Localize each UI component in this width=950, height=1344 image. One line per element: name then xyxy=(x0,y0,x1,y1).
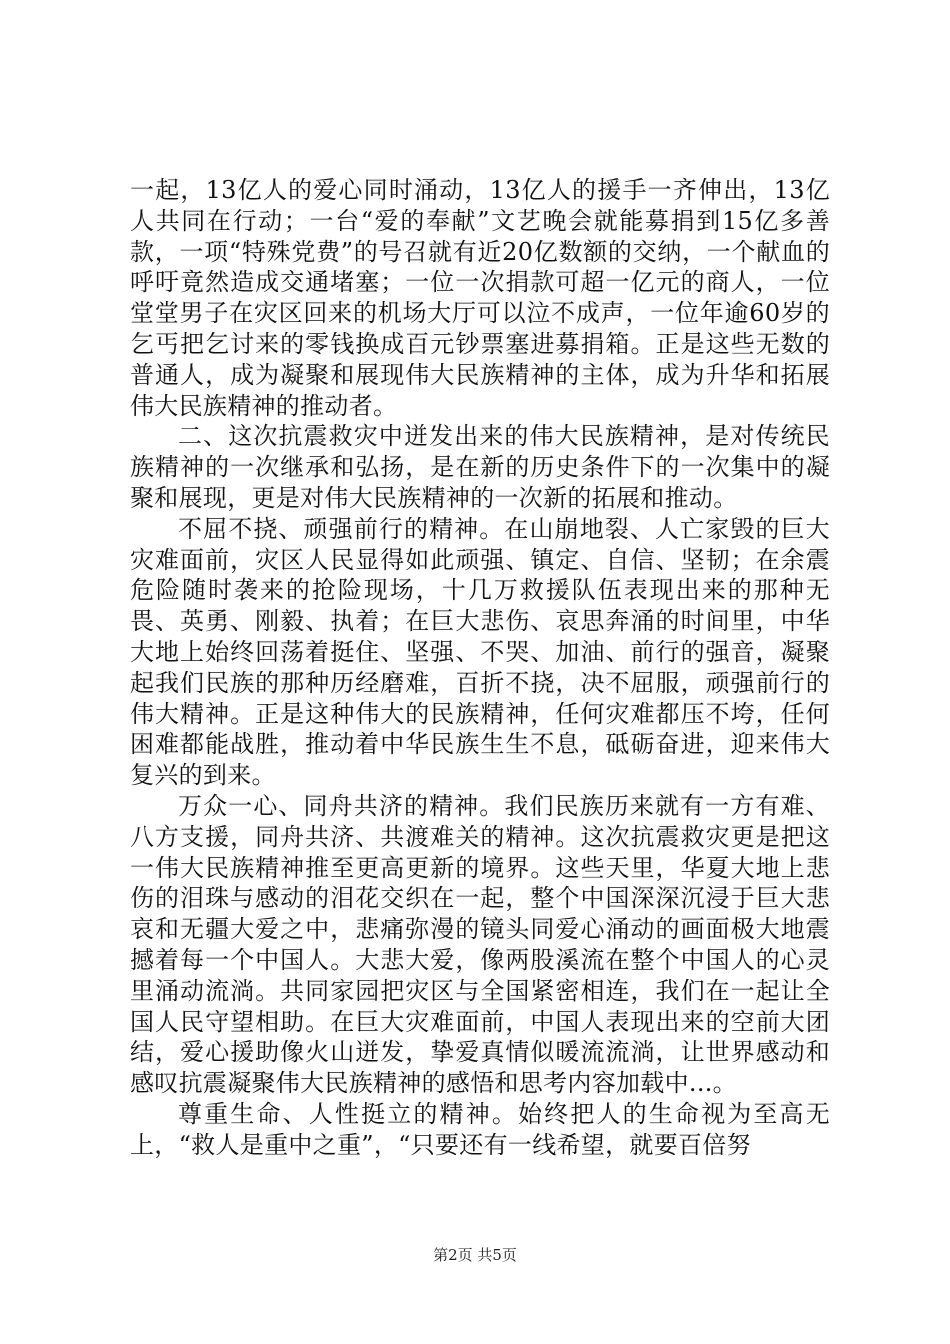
paragraph-1: 一起，13亿人的爱心同时涌动，13亿人的援手一齐伸出，13亿人共同在行动；一台“爱的奉献”文艺晚会就能募捐到15亿多善款，一项“特殊党费”的号召就有近20亿数额的交纳，一个献血的呼吁竟然造成交通堵塞；一位一次捐款可超一亿元的商人，一位堂堂男子在灾区回来的机场大厅可以泣不成声，一位年逾60岁的乞丐把乞讨来的零钱换成百元钞票塞进募捐箱。正是这些无数的普通人，成为凝聚和展现伟大民族精神的主体，成为升华和拓展伟大民族精神的推动者。 xyxy=(130,176,830,420)
paragraph-4: 万众一心、同舟共济的精神。我们民族历来就有一方有难、八方支援，同舟共济、共渡难关的精神。这次抗震救灾更是把这一伟大民族精神推至更高更新的境界。这些天里，华夏大地上悲伤的泪珠与感动的泪花交织在一起，整个中国深深沉浸于巨大悲哀和无疆大爱之中，悲痛弥漫的镜头同爱心涌动的画面极大地震撼着每一个中国人。大悲大爱，像两股溪流在整个中国人的心灵里涌动流淌。共同家园把灾区与全国紧密相连，我们在一起让全国人民守望相助。在巨大灾难面前，中国人表现出来的空前大团结，爱心援助像火山迸发，挚爱真情似暖流流淌，让世界感动和感叹抗震凝聚伟大民族精神的感悟和思考内容加载中...。 xyxy=(130,791,830,1098)
paragraph-2: 二、这次抗震救灾中迸发出来的伟大民族精神，是对传统民族精神的一次继承和弘扬，是在新的历史条件下的一次集中的凝聚和展现，更是对伟大民族精神的一次新的拓展和推动。 xyxy=(130,422,830,512)
page-footer: 第2页 共5页 xyxy=(433,1246,517,1264)
paragraph-3: 不屈不挠、顽强前行的精神。在山崩地裂、人亡家毁的巨大灾难面前，灾区人民显得如此顽强、镇定、自信、坚韧；在余震危险随时袭来的抢险现场，十几万救援队伍表现出来的那种无畏、英勇、刚毅、执着；在巨大悲伤、哀思奔涌的时间里，中华大地上始终回荡着挺住、坚强、不哭、加油、前行的强音，凝聚起我们民族的那种历经磨难，百折不挠，决不屈服，顽强前行的伟大精神。正是这种伟大的民族精神，任何灾难都压不垮，任何困难都能战胜，推动着中华民族生生不息，砥砺奋进，迎来伟大复兴的到来。 xyxy=(130,514,830,790)
paragraph-5: 尊重生命、人性挺立的精神。始终把人的生命视为至高无上，“救人是重中之重”，“只要还有一线希望，就要百倍努 xyxy=(130,1099,830,1159)
document-body xyxy=(130,175,830,1161)
